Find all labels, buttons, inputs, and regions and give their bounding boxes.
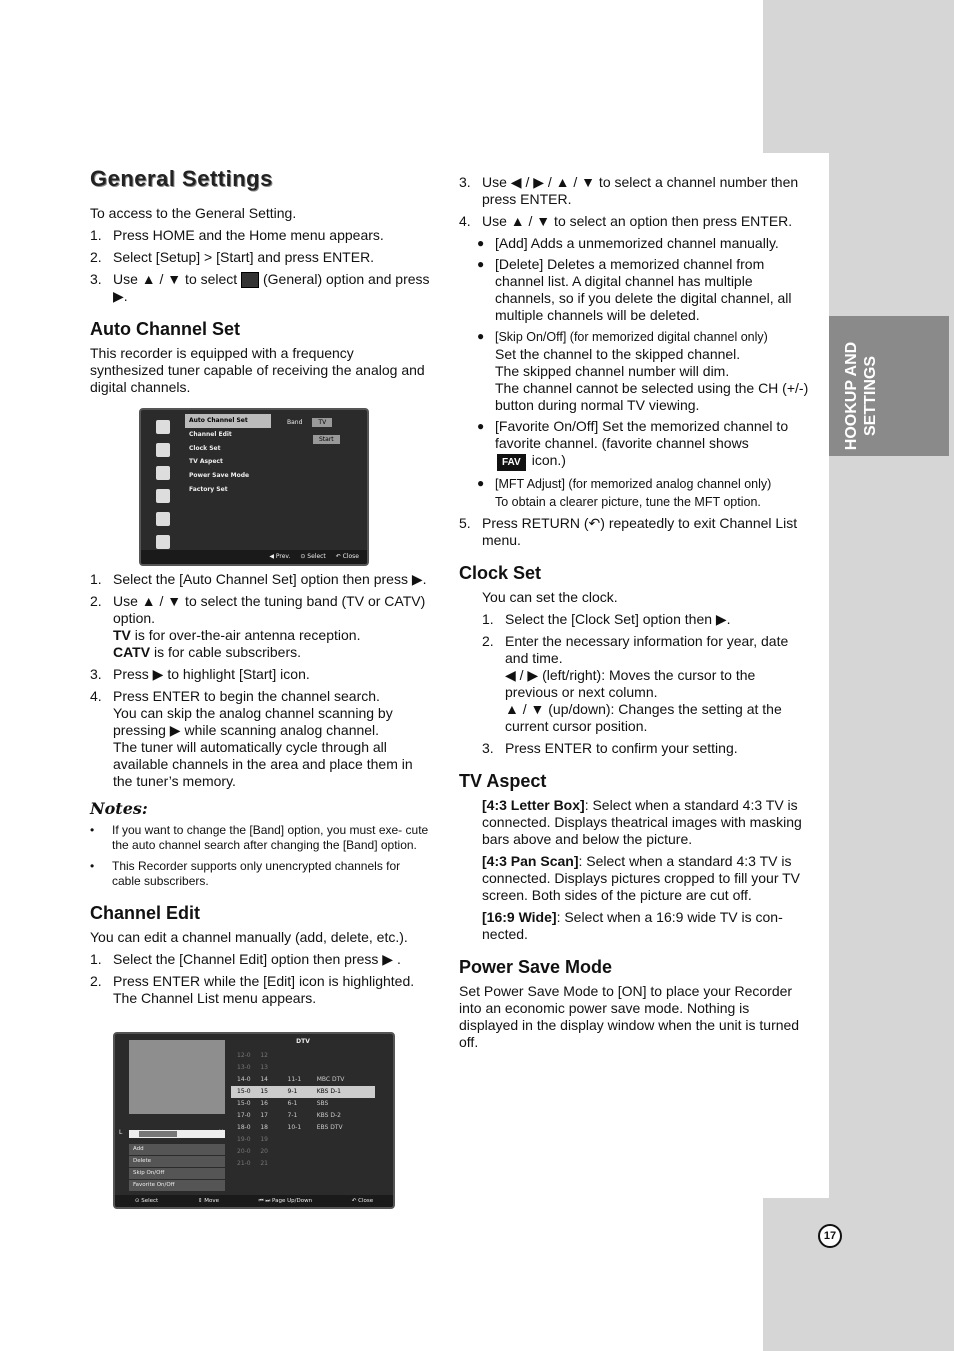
bullet-text: Set the channel to the skipped channel.: [495, 346, 741, 362]
step-text: Enter the necessary information for year, date and time.: [505, 633, 789, 666]
table-row[interactable]: [231, 1146, 375, 1158]
table-cell: 21-0: [237, 1160, 251, 1167]
list-item: [459, 515, 809, 549]
list-item: [459, 213, 809, 230]
sidebar-bottom-block: [763, 1198, 954, 1351]
catv-desc: is for cable subscribers.: [150, 644, 302, 661]
menu-item[interactable]: Power Save Mode: [189, 472, 250, 480]
step-number: 3.: [90, 271, 102, 287]
step-number: 3.: [90, 666, 102, 683]
step-text: (General) option and press ▶.: [113, 271, 430, 305]
page-title: General Settings: [90, 166, 273, 191]
table-cell: 20-0: [237, 1148, 251, 1155]
aspect-desc: : Select when a 16:9 wide TV is con- nected.: [482, 909, 783, 942]
channel-edit-intro: You can edit a channel manually (add, delete, etc.).: [90, 929, 408, 946]
table-row[interactable]: [231, 1062, 375, 1074]
step-text: Use ▲ / ▼ to select: [113, 271, 238, 287]
table-cell: 19-0: [237, 1136, 251, 1143]
step-text: Use ◀ / ▶ / ▲ / ▼ to select a channel number then press ENTER.: [482, 174, 799, 207]
power-save-text: Set Power Save Mode to [ON] to place your Recorder into an economic power save mode. Nothing is displayed in the display window when the unit is turned off.: [459, 983, 800, 1050]
bullet-dot: ●: [477, 476, 485, 490]
table-cell: 14: [260, 1076, 268, 1083]
screen-footer: [115, 1195, 393, 1207]
delete-option[interactable]: Delete: [129, 1156, 225, 1167]
bullet-text: [Add] Adds a unmemorized channel manually.: [495, 235, 779, 251]
list-item: [459, 475, 809, 511]
favorite-option[interactable]: Favorite On/Off: [129, 1180, 225, 1191]
menu-item[interactable]: Factory Set: [189, 485, 228, 493]
section-tab-line1: HOOKUP AND: [843, 341, 860, 451]
table-cell: 15-0: [237, 1100, 251, 1107]
table-cell: EBS DTV: [316, 1124, 343, 1131]
table-cell: [288, 1158, 317, 1170]
right-column: [459, 174, 809, 1056]
footer-hint: ⊙ Select: [300, 553, 326, 560]
list-item: [90, 688, 430, 790]
list-item: [90, 249, 430, 266]
step-number: 4.: [90, 688, 102, 705]
step-text: You can skip the analog channel scanning by pressing ▶ while scanning analog channel.: [113, 705, 393, 739]
step-number: 3.: [459, 174, 471, 190]
aspect-desc: : Select when a standard 4:3 TV is connected. Displays theatrical images with masking bars above and below the picture.: [482, 797, 802, 847]
list-item: [482, 740, 809, 757]
add-option[interactable]: Add: [129, 1144, 225, 1155]
note-text: If you want to change the [Band] option, you must exe- cute the auto channel search after changing the [Band] option.: [112, 823, 429, 853]
menu-item[interactable]: Clock Set: [189, 444, 221, 452]
table-row[interactable]: [231, 1086, 375, 1098]
edit-steps-continued: [459, 174, 809, 230]
bullet-text: The channel cannot be selected using the CH (+/-) button during normal TV viewing.: [495, 380, 809, 413]
bullet-dot: ●: [477, 257, 485, 271]
footer-hint: ◀ Prev.: [269, 553, 291, 560]
signal-level-fill: [139, 1131, 177, 1137]
step-text: Use ▲ / ▼ to select the tuning band (TV or CATV) option.: [113, 593, 426, 627]
table-cell: KBS D-1: [316, 1088, 341, 1095]
step-number: 2.: [90, 973, 102, 990]
aspect-term: [4:3 Pan Scan]: [482, 853, 579, 869]
auto-steps: [90, 571, 430, 790]
footer-hint: ↶ Close: [335, 553, 359, 560]
step-number: 1.: [90, 571, 102, 588]
band-label: Band: [287, 419, 303, 426]
table-cell: 15: [260, 1088, 268, 1095]
sidebar-strip: [829, 153, 954, 1199]
general-settings-icon: [241, 272, 259, 288]
table-row[interactable]: [231, 1158, 375, 1170]
aspect-option: [482, 909, 809, 943]
footer-hint: ⇕ Move: [197, 1198, 219, 1204]
step-number: 4.: [459, 213, 471, 229]
band-value[interactable]: TV: [312, 418, 332, 427]
table-cell: 16: [260, 1100, 268, 1107]
table-cell: 17-0: [237, 1112, 251, 1119]
table-cell: 13-0: [237, 1064, 251, 1071]
aspect-option: [482, 853, 809, 904]
table-cell: [317, 1062, 375, 1074]
setup-menu-list: [185, 414, 271, 497]
list-item: [459, 235, 809, 252]
table-cell: 12-0: [237, 1052, 251, 1059]
menu-item[interactable]: Channel Edit: [189, 430, 232, 438]
list-item: [90, 666, 430, 683]
step-number: 2.: [90, 593, 102, 610]
setup-options: [287, 418, 359, 444]
bullet-text: The skipped channel number will dim.: [495, 363, 730, 379]
footer-hint: ↶ Close: [351, 1198, 374, 1204]
signal-level-bar: [129, 1130, 225, 1138]
table-cell: [288, 1062, 317, 1074]
list-item: [90, 571, 430, 588]
aspect-desc: : Select when a standard 4:3 TV is connected. Displays pictures cropped to fill your TV screen. Both sides of the picture are cut off.: [482, 853, 801, 903]
channel-edit-options: [129, 1144, 225, 1192]
step-text: Select the [Auto Channel Set] option then press ▶.: [113, 571, 427, 588]
step-text: Select the [Clock Set] option then ▶.: [505, 611, 731, 627]
aspect-term: [4:3 Letter Box]: [482, 797, 585, 813]
section-tab-label: [842, 336, 886, 456]
bullet-text: [Skip On/Off]: [495, 330, 567, 344]
clock-set-heading: Clock Set: [459, 563, 542, 583]
table-cell: [288, 1050, 317, 1062]
table-cell: SBS: [316, 1100, 329, 1107]
step-text: The tuner will automatically cycle through all available channels in the area and place them in the tuner’s memory.: [113, 739, 413, 790]
table-cell: 11-1: [287, 1076, 302, 1083]
skip-option[interactable]: Skip On/Off: [129, 1168, 225, 1179]
menu-item[interactable]: Auto Channel Set: [185, 414, 271, 428]
bullet-dot: ●: [477, 236, 485, 250]
tv-aspect-heading: TV Aspect: [459, 771, 547, 791]
channel-list-screenshot: [113, 1032, 395, 1209]
edit-steps: [90, 951, 430, 1007]
bullet-dot: •: [90, 823, 95, 838]
table-cell: 13: [260, 1064, 268, 1071]
band-row: [287, 418, 359, 427]
bullet-text: To obtain a clearer picture, tune the MFT option.: [495, 495, 761, 509]
step-subtext: ◀ / ▶ (left/right): Moves the cursor to the previous or next column.: [505, 667, 756, 700]
auto-channel-heading: Auto Channel Set: [90, 319, 241, 340]
table-row[interactable]: [231, 1074, 375, 1086]
table-cell: 12: [260, 1052, 268, 1059]
menu-item[interactable]: TV Aspect: [189, 458, 223, 466]
channel-preview-panel: [115, 1034, 227, 1192]
table-cell: 19: [260, 1136, 268, 1143]
setup-menu-screenshot: [139, 408, 369, 566]
sidebar-top-block: [763, 0, 954, 153]
step-number: 1.: [482, 611, 494, 627]
bullet-text: (for memorized digital channel only): [566, 330, 768, 344]
section-tab-line2: SETTINGS: [862, 356, 879, 437]
step-text: Select [Setup] > [Start] and press ENTER.: [113, 249, 375, 265]
list-item: [90, 973, 430, 1007]
table-cell: [317, 1134, 375, 1146]
disc-icon: [156, 535, 170, 549]
start-button[interactable]: Start: [313, 435, 340, 444]
bullet-dot: ●: [477, 329, 485, 343]
step-text: Select the [Channel Edit] option then press ▶ .: [113, 951, 401, 968]
step-number: 5.: [459, 515, 471, 531]
intro-text: To access to the General Setting.: [90, 205, 297, 221]
power-save-heading: Power Save Mode: [459, 957, 613, 977]
table-row[interactable]: [231, 1098, 375, 1110]
footer-hint: ⊙ Select: [134, 1198, 159, 1204]
table-cell: 18-0: [237, 1124, 251, 1131]
step-text: Press RETURN (↶) repeatedly to exit Channel List menu.: [482, 515, 798, 548]
table-cell: 6-1: [287, 1100, 298, 1107]
note-item: [90, 859, 430, 889]
list-item: [90, 951, 430, 968]
table-row[interactable]: [231, 1134, 375, 1146]
audio-icon: [156, 466, 170, 480]
recording-icon: [156, 512, 170, 526]
table-cell: 14-0: [237, 1076, 251, 1083]
table-row[interactable]: [231, 1122, 375, 1134]
step-text: Press ENTER to begin the channel search.: [113, 688, 380, 705]
bullet-dot: ●: [477, 419, 485, 433]
step-text: Use ▲ / ▼ to select an option then press ENTER.: [482, 213, 793, 229]
step-text: Press ENTER to confirm your setting.: [505, 740, 738, 756]
channel-list: [231, 1038, 375, 1170]
list-header: DTV: [296, 1038, 310, 1045]
tv-aspect-options: [459, 797, 809, 943]
footer-hint: ⏮ ⏭ Page Up/Down: [258, 1198, 313, 1204]
list-item: [459, 174, 809, 208]
table-cell: [288, 1146, 317, 1158]
list-item: [90, 227, 430, 244]
channel-edit-heading: Channel Edit: [90, 903, 201, 924]
tv-term: TV: [113, 627, 131, 644]
intro-steps: [90, 227, 430, 305]
edit-option-bullets: [459, 235, 809, 511]
note-item: [90, 823, 430, 853]
bullet-dot: •: [90, 859, 95, 874]
channel-rows: [231, 1050, 375, 1170]
step-number: 3.: [482, 740, 494, 756]
screen-footer: [141, 550, 367, 564]
catv-term: CATV: [113, 644, 151, 661]
step-text: Press ▶ to highlight [Start] icon.: [113, 666, 310, 683]
bullet-text: [Delete] Deletes a memorized channel from channel list. A digital channel has multiple channels, so if you delete the digital channel, all multiple channels will be deleted.: [495, 256, 792, 323]
table-row[interactable]: [231, 1050, 375, 1062]
table-cell: MBC DTV: [316, 1076, 345, 1083]
step-number: 1.: [90, 227, 102, 243]
list-item: [482, 611, 809, 628]
table-cell: 10-1: [287, 1124, 302, 1131]
aspect-term: [16:9 Wide]: [482, 909, 557, 925]
note-text: This Recorder supports only unencrypted channels for cable subscribers.: [112, 859, 401, 889]
aspect-option: [482, 797, 809, 848]
list-item: [90, 593, 430, 661]
bullet-text: [Favorite On/Off] Set the memorized channel to favorite channel. (favorite channel shows: [495, 418, 789, 451]
auto-channel-intro: This recorder is equipped with a frequency synthesized tuner capable of receiving the analog and digital channels.: [90, 345, 425, 396]
language-icon: [156, 443, 170, 457]
table-cell: [317, 1158, 375, 1170]
table-cell: 15-0: [237, 1088, 251, 1095]
fav-badge: FAV: [497, 454, 526, 471]
table-cell: 7-1: [287, 1112, 298, 1119]
level-high-label: H: [219, 1129, 224, 1136]
clock-intro: You can set the clock.: [482, 589, 618, 605]
table-cell: 17: [260, 1112, 268, 1119]
step-number: 1.: [90, 951, 102, 968]
step-number: 2.: [90, 249, 102, 265]
step-subtext: ▲ / ▼ (up/down): Changes the setting at the current cursor position.: [505, 701, 782, 734]
bullet-text: (for memorized analog channel only): [564, 477, 772, 491]
list-item: [482, 633, 809, 735]
list-item: [90, 271, 430, 305]
list-item: [459, 418, 809, 471]
table-cell: 9-1: [287, 1088, 298, 1095]
table-cell: [317, 1146, 375, 1158]
level-low-label: L: [119, 1129, 123, 1136]
video-preview: [129, 1040, 225, 1114]
step-number: 2.: [482, 633, 494, 649]
table-row[interactable]: [231, 1110, 375, 1122]
notes-heading: Notes:: [90, 799, 148, 819]
table-cell: 20: [260, 1148, 268, 1155]
list-item: [459, 256, 809, 324]
lock-icon: [156, 489, 170, 503]
table-cell: KBS D-2: [316, 1112, 341, 1119]
tv-desc: is for over-the-air antenna reception.: [130, 627, 361, 644]
step-text: Press ENTER while the [Edit] icon is highlighted. The Channel List menu appears.: [113, 973, 415, 1007]
bullet-text: [MFT Adjust]: [495, 477, 565, 491]
step-text: Press HOME and the Home menu appears.: [113, 227, 384, 243]
table-cell: [317, 1050, 375, 1062]
list-item: [459, 328, 809, 414]
table-cell: 21: [260, 1160, 268, 1167]
page-number: 17: [818, 1224, 842, 1248]
clock-steps: [459, 611, 809, 757]
table-cell: 18: [260, 1124, 268, 1131]
bullet-text: icon.): [531, 452, 566, 468]
left-column: [90, 166, 430, 1012]
table-cell: [288, 1134, 317, 1146]
general-icon: [156, 420, 170, 434]
setup-category-icons: [145, 414, 181, 550]
